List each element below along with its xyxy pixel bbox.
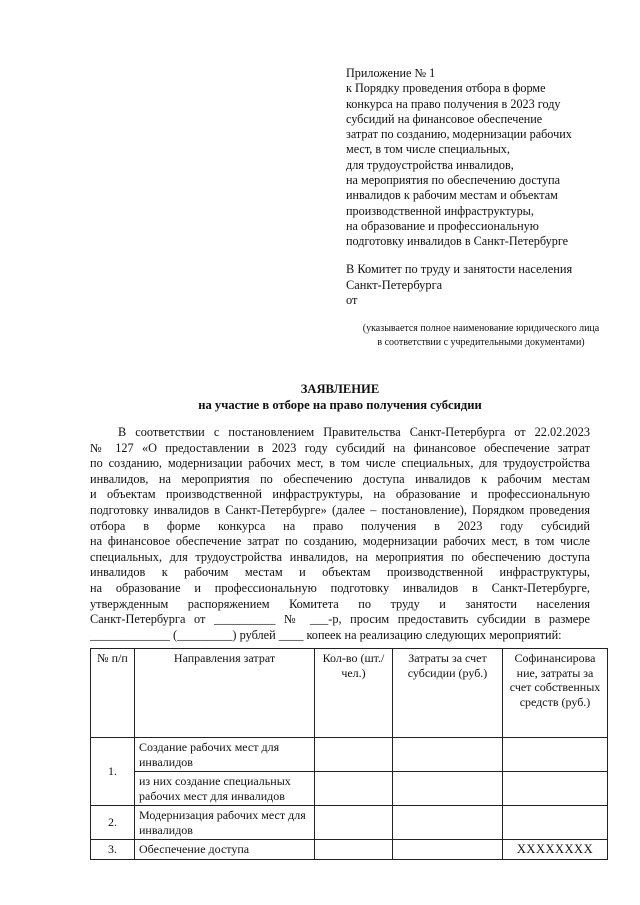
body-line: и объектам производственной инфраструктуры, на образование и профессиональную [90,487,590,502]
row-qty [315,806,393,840]
row-own-funds: XXXXXXXX [503,840,608,860]
body-line: специальных, для трудоустройства инвалидов, на мероприятия по обеспечению доступа [90,549,590,564]
note-line: в соответствии с учредительными документами) [377,337,585,348]
row-subsidy [393,772,503,806]
table-row [91,840,608,860]
addressee-line: от [346,293,358,308]
row-own-funds [503,738,608,772]
applicant-note [340,322,622,350]
title-main: ЗАЯВЛЕНИЕ [300,382,380,396]
header-own-funds: Софинансирова ние, затраты за счет собственных средств (руб.) [503,649,608,738]
row-direction: Обеспечение доступа [135,840,315,860]
annex-line: конкурса на право получения в 2023 году [346,96,561,111]
row-direction: Создание рабочих мест для инвалидов [135,738,315,772]
annex-line: подготовку инвалидов в Санкт-Петербурге [346,234,569,249]
annex-line: к Порядку проведения отбора в форме [346,81,546,96]
addressee-line: В Комитет по труду и занятости населения [346,262,573,276]
row-subsidy [393,840,503,860]
row-num: 3. [91,840,135,860]
body-line: по созданию, модернизации рабочих мест, в том числе специальных, для трудоустройства [90,456,590,471]
body-line: инвалидов к рабочим местам и объектам производственной инфраструктуры, [90,565,590,580]
row-num: 2. [91,806,135,840]
header-direction: Направления затрат [135,649,315,738]
row-own-funds [503,772,608,806]
body-line: на финансовое обеспечение затрат по созданию, модернизации рабочих мест, в том числе [90,534,590,549]
annex-line: для трудоустройства инвалидов, [346,157,514,172]
table-row [91,772,608,806]
body-line: В соответствии с постановлением Правительства Санкт-Петербурга от 22.02.2023 [118,425,590,439]
row-num: 1. [91,738,135,806]
body-line: № 127 «О предоставлении в 2023 году субсидий на финансовое обеспечение затрат [90,440,590,455]
body-line: утвержденным распоряжением Комитета по труду и занятости населения [90,596,590,611]
application-body [90,425,590,643]
body-line: Санкт-Петербурга от __________ № ___-р, просим предоставить субсидии в размере [90,612,590,627]
annex-line: на мероприятия по обеспечению доступа [346,173,561,188]
body-line: на образование и профессиональную подготовку инвалидов в Санкт-Петербурге, [90,580,590,595]
annex-line: производственной инфраструктуры, [346,203,534,218]
costs-table [90,648,608,860]
table-header-row [91,649,608,738]
row-direction: Модернизация рабочих мест для инвалидов [135,806,315,840]
header-num: № п/п [91,649,135,738]
annex-line: Приложение № 1 [346,66,436,80]
header-qty: Кол-во (шт./чел.) [315,649,393,738]
addressee-line: Санкт-Петербурга [346,277,443,292]
header-subsidy: Затраты за счет субсидии (руб.) [393,649,503,738]
body-line: инвалидов, на мероприятия по обеспечению доступа инвалидов к рабочим местам [90,471,590,486]
annex-line: субсидий на финансовое обеспечение [346,111,543,126]
annex-line: на образование и профессиональную [346,218,539,233]
annex-header [346,66,626,250]
row-subsidy [393,738,503,772]
row-direction: из них создание специальных рабочих мест для инвалидов [135,772,315,806]
body-line: подготовку инвалидов в Санкт-Петербурге» (далее – постановление), Порядком проведения [90,502,590,517]
title-sub: на участие в отборе на право получения субсидии [198,398,482,412]
annex-line: мест, в том числе специальных, [346,142,510,157]
table-row [91,738,608,772]
table-row [91,806,608,840]
row-qty [315,738,393,772]
row-qty [315,840,393,860]
body-line: отбора в форме конкурса на право получения в 2023 году субсидий [90,518,590,533]
row-subsidy [393,806,503,840]
row-qty [315,772,393,806]
annex-line: затрат по созданию, модернизации рабочих [346,127,572,142]
document-title [90,381,590,413]
addressee-block [346,262,626,309]
body-line: _____________ (_________) рублей ____ копеек на реализацию следующих мероприятий: [90,627,562,642]
row-own-funds [503,806,608,840]
annex-line: инвалидов к рабочим местам и объектам [346,188,558,203]
note-line: (указывается полное наименование юридического лица [362,323,600,334]
